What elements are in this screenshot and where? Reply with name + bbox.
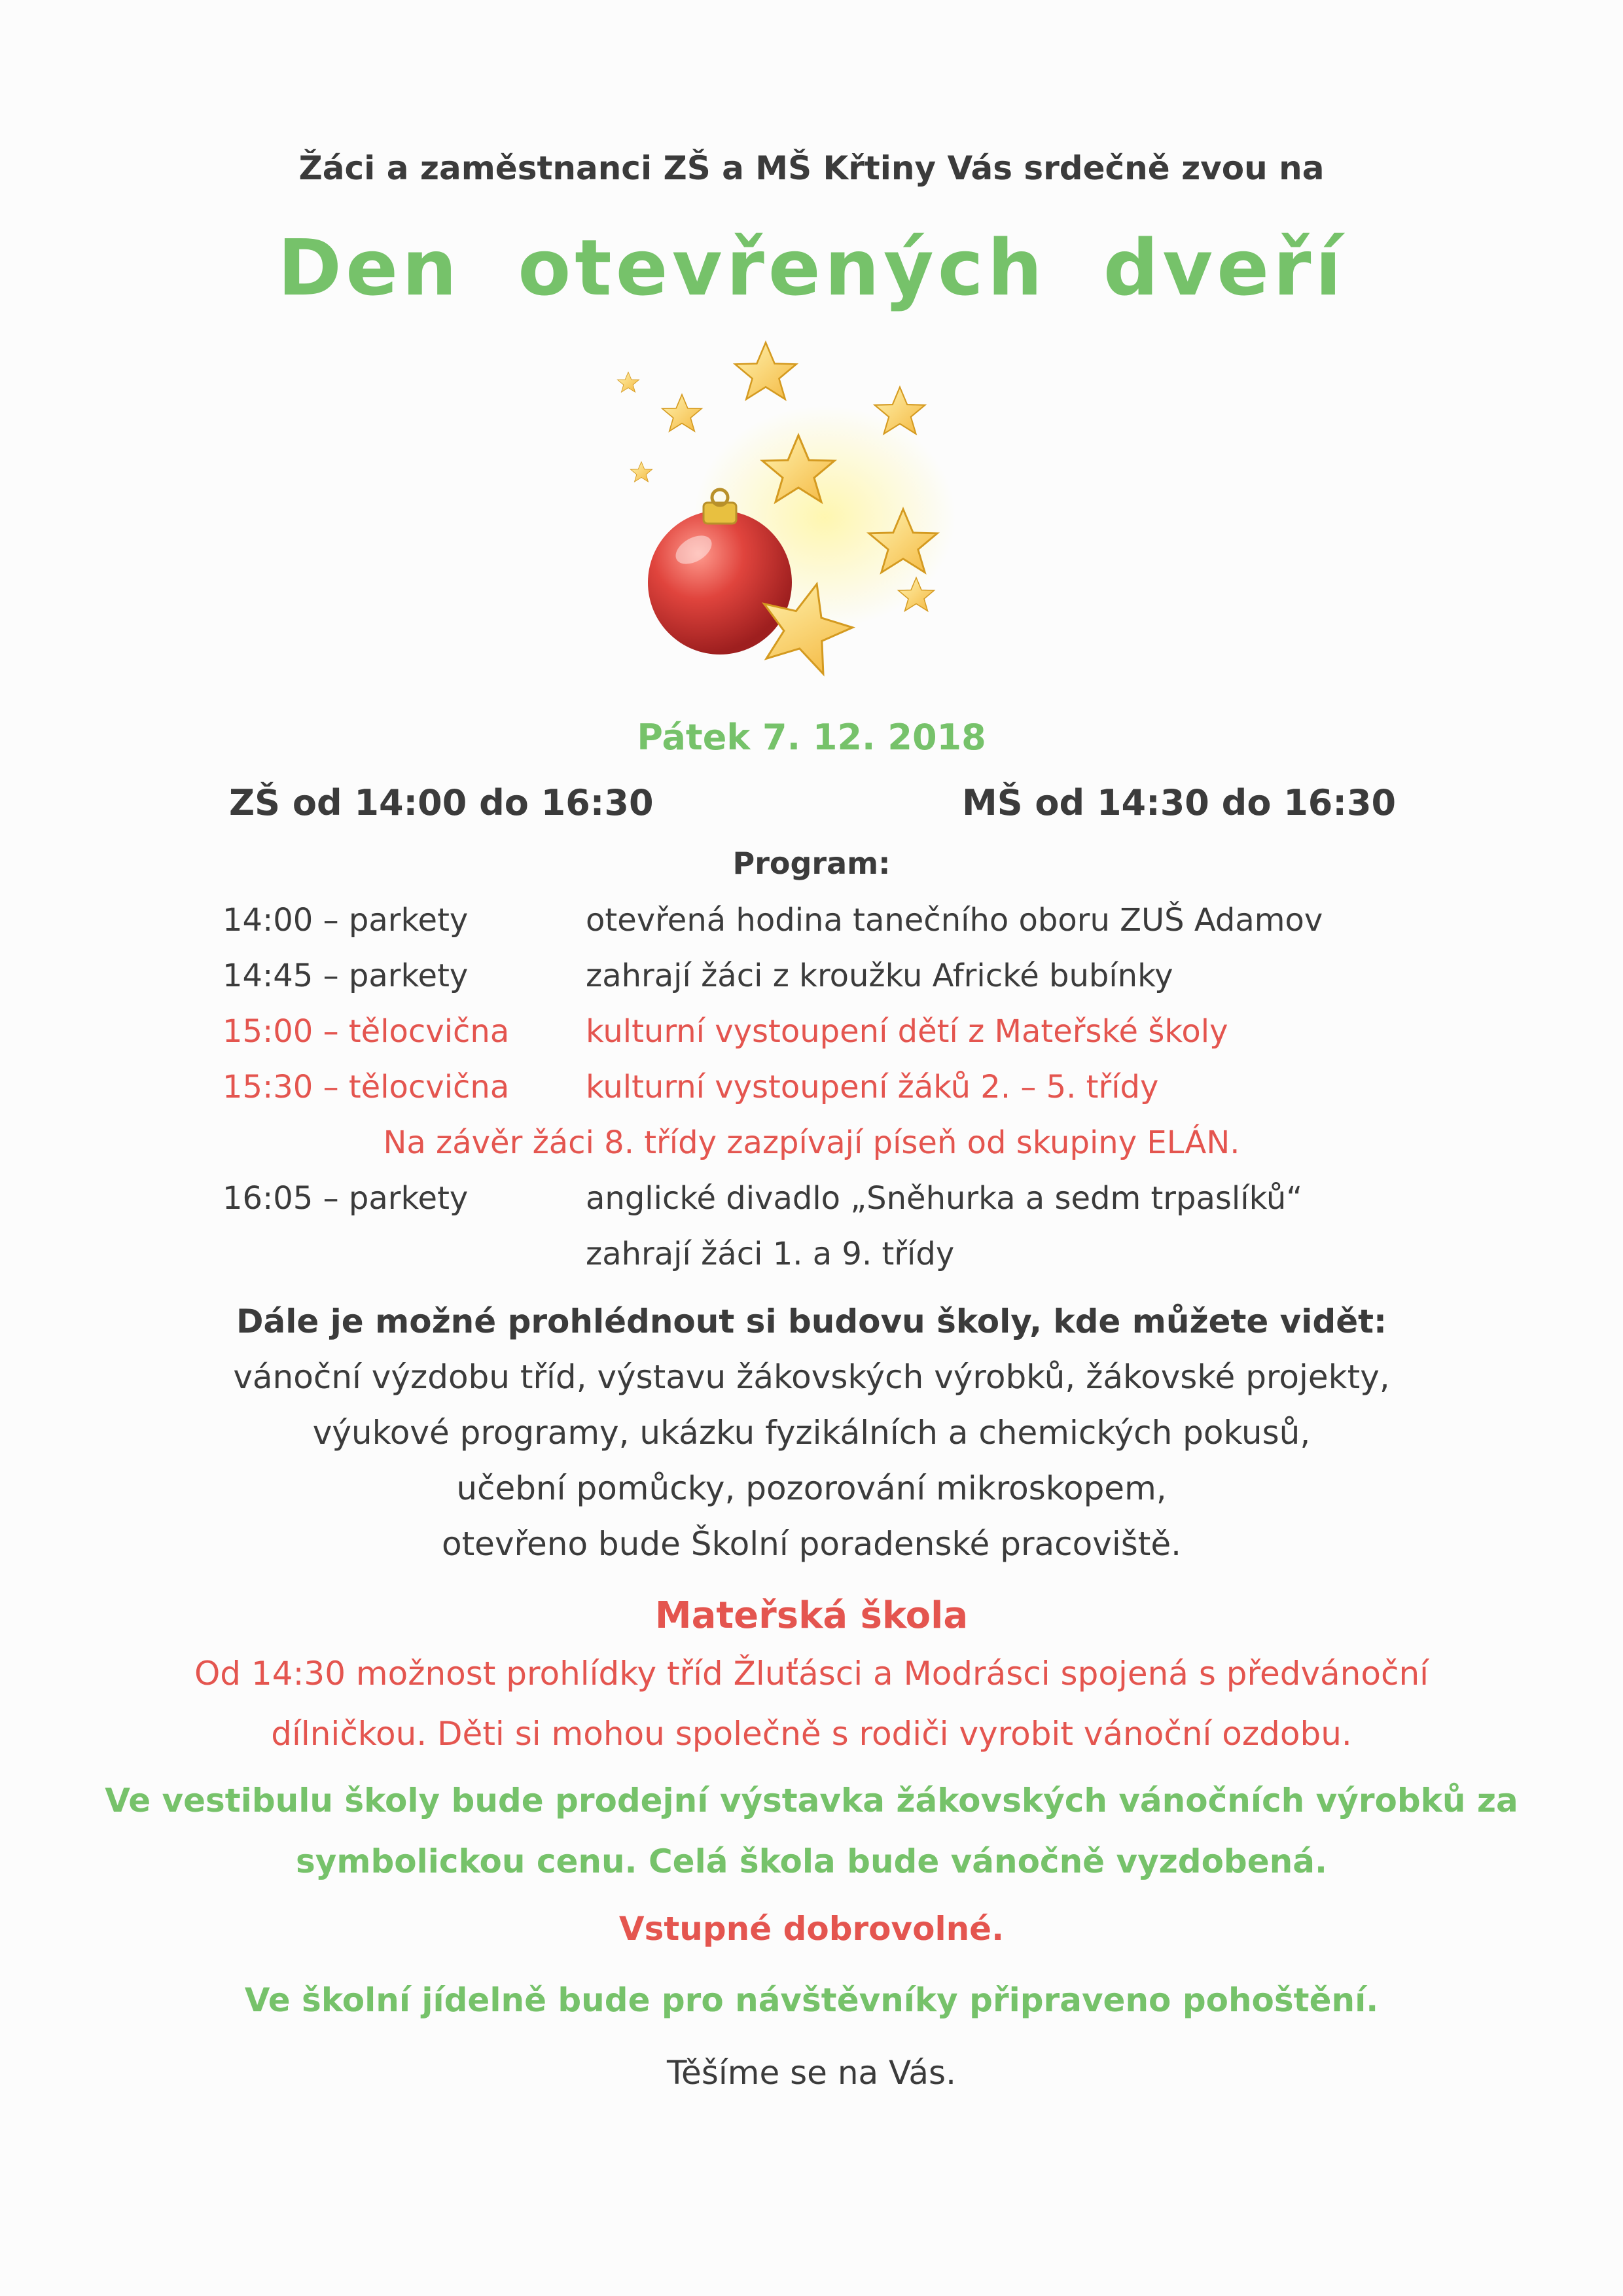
program-closing-note: Na závěr žáci 8. třídy zazpívají píseň od skupiny ELÁN. [383,1124,1240,1161]
exhibition-line: Ve vestibulu školy bude prodejní výstavka žákovských vánočních výrobků za [105,1782,1518,1820]
tour-line: otevřeno bude Školní poradenské pracoviště. [441,1525,1182,1563]
event-date: Pátek 7. 12. 2018 [637,717,986,758]
program-desc: otevřená hodina tanečního oboru ZUŠ Adamov [586,902,1323,939]
invitation-line: Žáci a zaměstnanci ZŠ a MŠ Křtiny Vás srdečně zvou na [298,149,1325,187]
exhibition-line: symbolickou cenu. Celá škola bude vánočně vyzdobená. [296,1842,1327,1880]
tour-line: výukové programy, ukázku fyzikálních a chemických pokusů, [312,1414,1311,1452]
refreshments-note: Ve školní jídelně bude pro návštěvníky připraveno pohoštění. [244,1981,1379,2019]
page-title: Den otevřených dveří [277,223,1346,313]
kindergarten-heading: Mateřská škola [654,1594,969,1637]
program-desc: anglické divadlo „Sněhurka a sedm trpaslíků“ [586,1180,1303,1217]
program-desc: kulturní vystoupení žáků 2. – 5. třídy [586,1069,1159,1105]
program-desc: zahrají žáci z kroužku Africké bubínky [586,958,1173,994]
program-time: 15:30 – tělocvična [223,1069,510,1105]
program-time: 14:45 – parkety [223,958,469,994]
tour-line: vánoční výzdobu tříd, výstavu žákovských výrobků, žákovské projekty, [233,1358,1390,1396]
program-time: 14:00 – parkety [223,902,469,939]
program-desc: kulturní vystoupení dětí z Mateřské školy [586,1013,1228,1050]
zs-hours: ZŠ od 14:00 do 16:30 [229,782,654,823]
admission-note: Vstupné dobrovolné. [618,1910,1005,1948]
program-time: 16:05 – parkety [223,1180,469,1217]
program-time: 15:00 – tělocvična [223,1013,510,1050]
program-heading: Program: [732,846,891,881]
theatre-performers: zahrají žáci 1. a 9. třídy [586,1236,955,1272]
kindergarten-line: Od 14:30 možnost prohlídky tříd Žluťásci a Modrásci spojená s předvánoční [194,1655,1429,1693]
tour-heading: Dále je možné prohlédnout si budovu školy, kde můžete vidět: [236,1302,1387,1340]
christmas-ornament-stars-icon [609,321,1014,726]
closing-line: Těšíme se na Vás. [667,2054,956,2092]
tour-line: učební pomůcky, pozorování mikroskopem, [456,1469,1167,1507]
kindergarten-line: dílničkou. Děti si mohou společně s rodiči vyrobit vánoční ozdobu. [271,1715,1352,1753]
ms-hours: MŠ od 14:30 do 16:30 [962,782,1397,823]
